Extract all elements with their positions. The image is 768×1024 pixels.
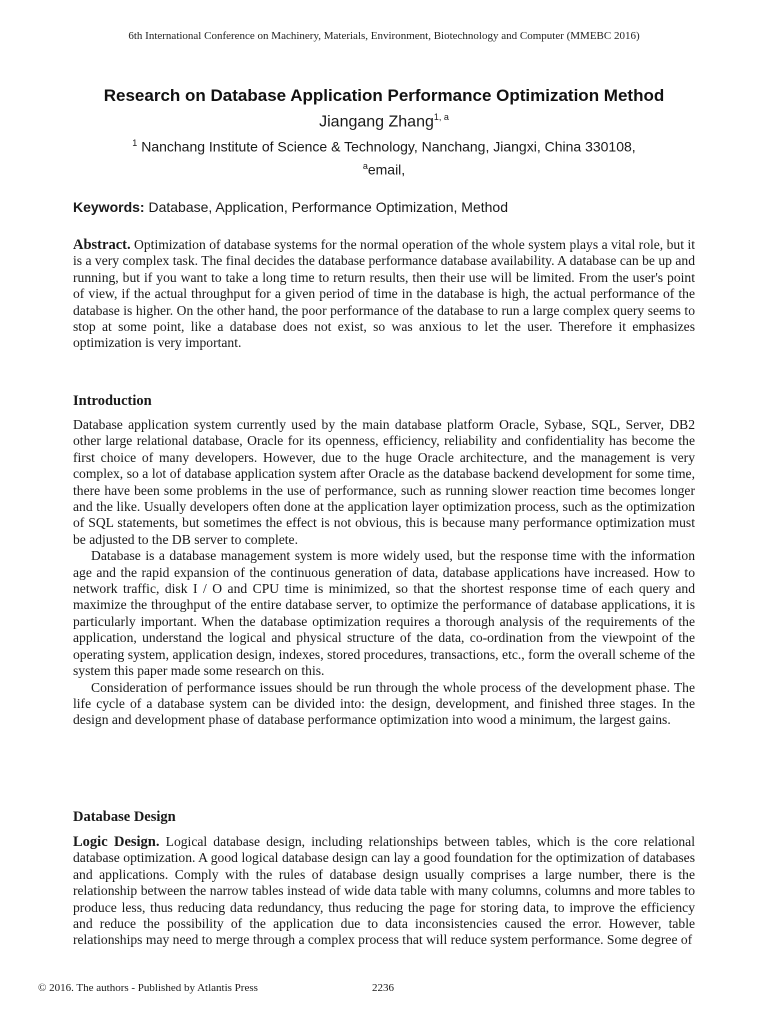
- email-superscript: a: [362, 161, 368, 171]
- logic-design-paragraph: [73, 834, 695, 949]
- introduction-body: [73, 417, 695, 729]
- keywords-line: [73, 199, 698, 215]
- abstract-paragraph: [73, 237, 695, 352]
- database-design-heading: Database Design: [73, 809, 176, 825]
- abstract-text: Optimization of database systems for the normal operation of the whole system plays a vital role, but it is a very complex task. The final decides the database performance database availability. A database can be up and running, but if you want to take a long time to return results, then their use will be limited. From the user's point of view, if the actual throughput for a given period of time in the database is high, the actual performance of the database is higher. On the other hand, the poor performance of the database to run a large complex query seems to stop at some point, like a database does not exist, so was anxious to let the user. Therefore it emphasizes optimization is very important.: [73, 237, 696, 351]
- footer-copyright: © 2016. The authors - Published by Atlantis Press: [38, 982, 258, 994]
- logic-design-text: Logical database design, including relationships between tables, which is the core relational database optimization. A good logical database design can lay a good foundation for the optimization of databases and applications. Comply with the rules of database design usually comprises a large number, there is the relationship between the narrow tables instead of wide data table with many columns, columns and more tables to produce less, thus reducing data redundancy, thus reducing the page for storing data, to improve the efficiency and reduce the possibility of the application due to data inconsistencies caused the error. However, table relationships may need to merge through a complex process that will reduce system performance. Some degree of: [73, 834, 695, 948]
- author-name: Jiangang Zhang: [319, 113, 434, 131]
- keywords-label: Keywords:: [73, 199, 145, 215]
- logic-design-label: Logic Design.: [73, 834, 160, 850]
- affiliation-superscript: 1: [132, 138, 138, 148]
- introduction-heading: Introduction: [73, 393, 152, 409]
- affiliation-text: Nanchang Institute of Science & Technology, Nanchang, Jiangxi, China 330108,: [141, 138, 636, 155]
- keywords-text: Database, Application, Performance Optimization, Method: [148, 199, 508, 215]
- email-text: email,: [367, 161, 406, 178]
- footer-page-number: 2236: [372, 982, 394, 994]
- intro-paragraph-1: Database application system currently used by the main database platform Oracle, Sybase, SQL, Server, DB2 other large relational database, Oracle for its openness, efficiency, reliability and confidentiality has become the first choice of many developers. However, due to the huge Oracle architecture, and the management is very complex, so a lot of database application system after Oracle as the database backend development for some time, there have been some problems in the use of performance, such as running slower reaction time becomes longer and the like. Usually developers often done at the application layer optimization process, such as the optimization of SQL statements, but sometimes the effect is not obvious, this is because many performance optimization must be adjusted to the DB server to complete.: [73, 417, 695, 547]
- author-superscript: 1, a: [433, 112, 449, 122]
- intro-paragraph-3: Consideration of performance issues should be run through the whole process of the development phase. The life cycle of a database system can be divided into: the design, development, and finished three stages. In the design and development phase of database performance optimization into wood a minimum, the largest gains.: [73, 679, 695, 728]
- paper-title: Research on Database Application Performance Optimization Method: [103, 86, 665, 105]
- running-head: 6th International Conference on Machinery, Materials, Environment, Biotechnology and Computer (MMEBC 2016): [128, 30, 640, 42]
- intro-paragraph-2: Database is a database management system is more widely used, but the response time with the information age and the rapid expansion of the continuous generation of data, database applications have increased. How to network traffic, disk I / O and CPU time is minimized, so that the shortest response time of each query and maximize the throughput of the entire database server, to optimize the performance of database applications, it is particularly important. When the database optimization requires a thorough analysis of the requirements of the application, understand the logical and physical structure of the data, co-ordination from the viewpoint of the operating system, application design, indexes, stored procedures, transactions, etc., form the overall scheme of the system this paper made some research on this.: [73, 548, 695, 679]
- author-line: [0, 112, 768, 131]
- email-line: [0, 161, 768, 178]
- abstract-label: Abstract.: [73, 237, 131, 253]
- affiliation-line: [0, 138, 768, 155]
